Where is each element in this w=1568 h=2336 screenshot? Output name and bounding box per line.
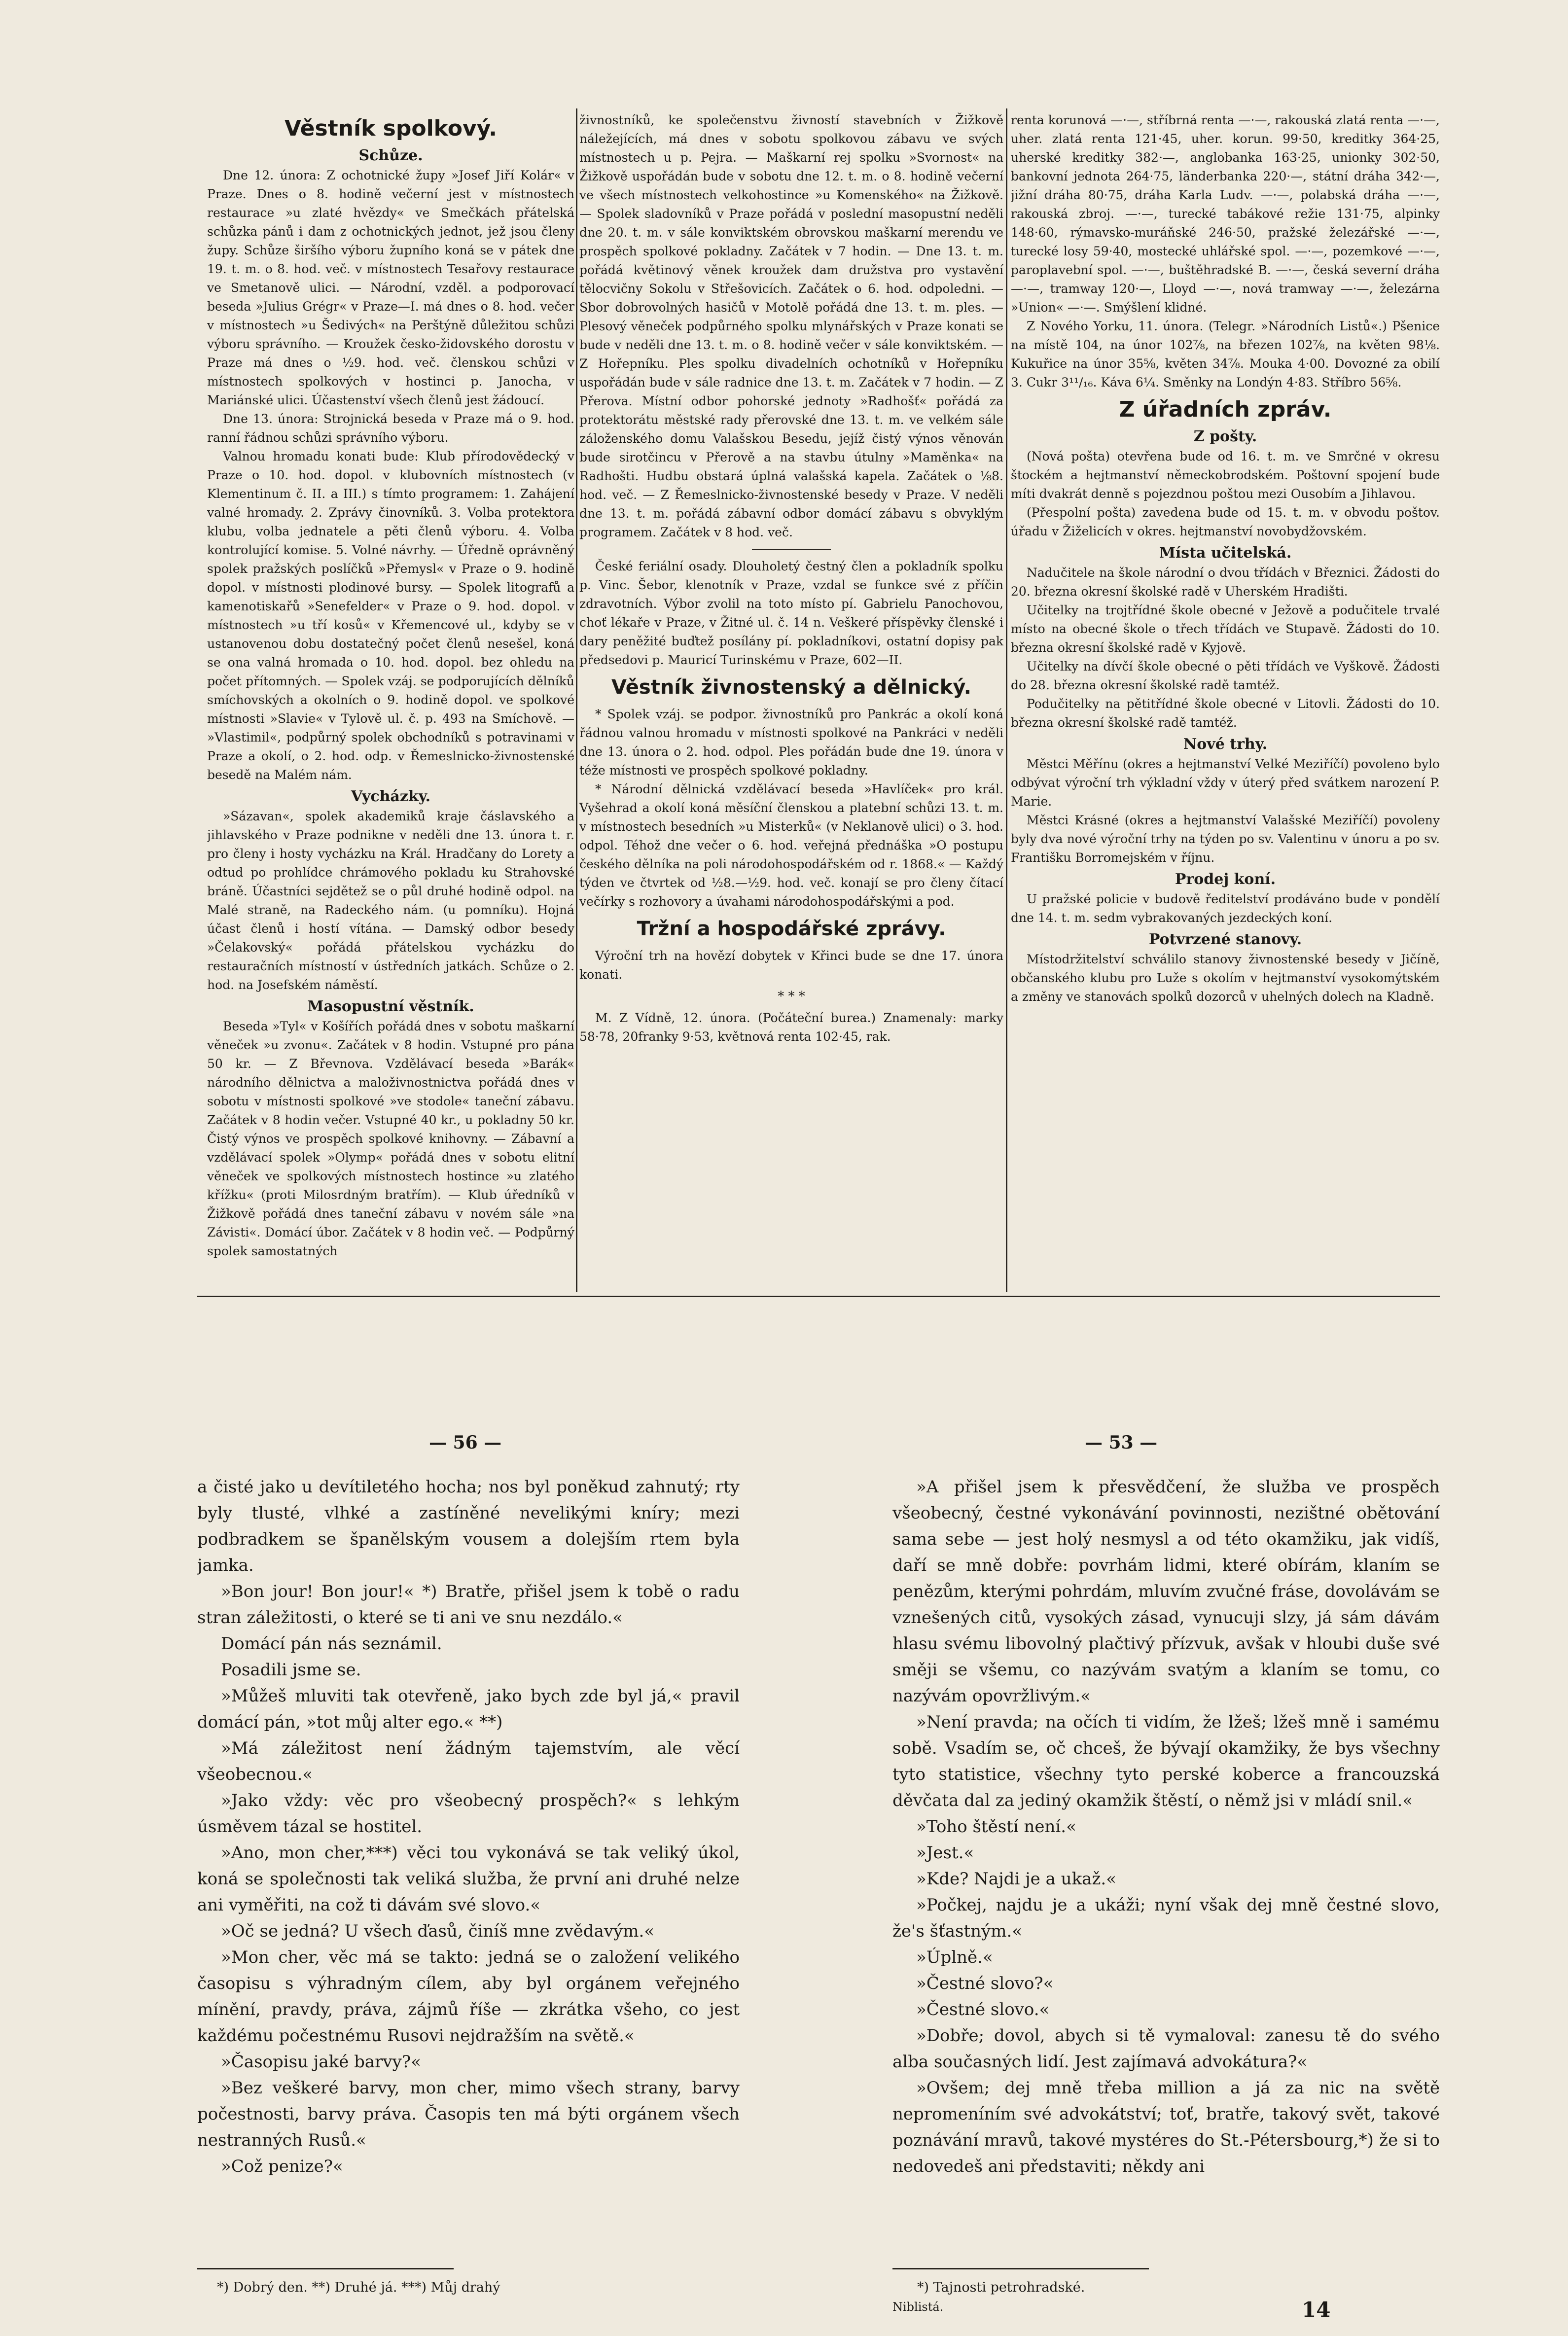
paragraph: »Toho štěstí není.«: [916, 1817, 1076, 1837]
footnote-rule: [892, 2268, 1149, 2269]
folio-number: 14: [1302, 2298, 1331, 2322]
paragraph: Z Nového Yorku, 11. února. (Telegr. »Národních Listů«.) Pšenice na místě 104, na únor 102⅞, na březen 102⅞, na květen 98⅛. Kukuřice na únor 35⅝, květen 34⅞. Mouka 4·00. Dovozné za obilí 3. Cukr 3¹¹/₁₆. Káva 6¼. Směnky na Londýn 4·83. Stříbro 56⅝.: [1011, 319, 1440, 389]
paragraph: »Počkej, najdu je a ukáži; nyní však dej mně čestné slovo, že's šťastným.«: [892, 1895, 1440, 1941]
subheading: Schůze.: [358, 147, 423, 164]
section-heading: Věstník živnostenský a dělnický.: [611, 676, 971, 699]
footnote-right: *) Tajnosti petrohradské.: [917, 2280, 1085, 2295]
subheading: Potvrzené stanovy.: [1148, 931, 1302, 948]
paragraph: Dne 13. února: Strojnická beseda v Praze má o 9. hod. ranní řádnou schůzi správního výboru.: [207, 412, 574, 445]
paragraph: Domácí pán nás seznámil.: [221, 1634, 442, 1654]
paragraph: Učitelky na trojtřídné škole obecné v Ježově a podučitele trvalé místo na obecné škole o třech třídách ve Stupavě. Žádosti do 10. března okresní školské radě v Kyjově.: [1011, 603, 1440, 655]
paragraph: »Úplně.«: [916, 1947, 993, 1967]
paragraph: »Mon cher, věc má se takto: jedná se o založení velikého časopisu s výhradným cílem, aby byl orgánem veřejného mínění, pravdy, práva, zájmů říše — zkrátka všeho, co jest každému počestnému Rusovi nejdražším na světě.«: [197, 1947, 740, 2046]
paragraph: »Kde? Najdi je a ukaž.«: [916, 1869, 1116, 1889]
subheading: Masopustní věstník.: [307, 998, 474, 1015]
paragraph: Městci Krásné (okres a hejtmanství Valašské Meziříčí) povoleny byly dva nové výroční trhy na týden po sv. Valentinu v únoru a po sv. Františku Borromejském v říjnu.: [1011, 813, 1440, 865]
paragraph: »Sázavan«, spolek akademiků kraje čáslavského a jihlavského v Praze podnikne v neděli dne 13. února t. r. pro členy i hosty vycházku na Král. Hradčany do Lorety a odtud po prohlídce chrámového pokladu ku Strahovské bráně. Účastníci sejdětež se o půl druhé hodině odpol. na Malé straně, na Radeckého nám. (u pomníku). Hojná účast členů i hostí vítána. — Damský odbor besedy »Čelakovský« pořádá přátelskou vycházku do restauračních místností v ústředních jatkách. Schůze o 2. hod. na Josefském náměstí.: [207, 809, 574, 992]
paragraph: živnostníků, ke společenstvu živností stavebních v Žižkově náležejících, má dnes v sobotu spolkovou zábavu ve svých místnostech u p. Pejra. — Maškarní rej spolku »Svornost« na Žižkově uspořádán bude v sobotu dne 12. t. m. o 8. hodině večerní ve všech místnostech velkohostince »u Komenského« na Žižkově. — Spolek sladovníků v Praze pořádá v poslední masopustní neděli dne 20. t. m. v sále konviktském obrovskou maškarní merendu ve prospěch spolkové pokladny. Začátek v 7 hodin. — Dne 13. t. m. pořádá květinový věnek kroužek dam družstva pro vystavění tělocvičny Sokolu v Střešovicích. Začátek o 6. hod. odpoledni. — Sbor dobrovolných hasičů v Motolě pořádá dne 13. t. m. ples. — Plesový věneček podpůrného spolku mlynářských v Praze konati se bude v neděli dne 13. t. m. o 8. hodině večer v sále konviktském. — Z Hořepníku. Ples spolku divadelních ochotníků v Hořepníku uspořádán bude v sále radnice dne 13. t. m. Začátek v 7 hodin. — Z Přerova. Místní odbor pohorské jednoty »Radhošť« pořádá za protektorátu městské rady přerovské dne 13. t. m. ve velkém sále záloženského domu Valašskou Besedu, jejíž čistý výnos věnován bude sirotčincu v Přerově a na stavbu útulny »Maměnka« na Radhošti. Hudbu obstará úplná valašská kapela. Začátek o ⅛8. hod. več. — Z Řemeslnicko-živnostenské besedy v Praze. V neděli dne 13. t. m. pořádá zábavní odbor domácí zábavu s obvyklým programem. Začátek v 8 hod. več.: [579, 113, 1003, 539]
column-spolkovy: [207, 111, 574, 1289]
paragraph: (Nová pošta) otevřena bude od 16. t. m. ve Smrčné v okresu štockém a hejtmanství německobrodském. Poštovní spojení bude míti dvakrát denně s pojezdnou poštou mezi Ousobím a Jihlavou.: [1011, 449, 1440, 501]
paragraph: »Jest.«: [916, 1843, 974, 1863]
paragraph: »Není pravda; na očích ti vidím, že lžeš; lžeš mně i samému sobě. Vsadím se, oč chceš, že bývají okamžiky, že bys všechny tyto statistice, všechny tyto perské koberce a francouzská děvčata dal za jediný okamžik štěstí, o němž jsi v mládí snil.«: [892, 1712, 1440, 1810]
paragraph: Beseda »Tyl« v Košířích pořádá dnes v sobotu maškarní věneček »u zvonu«. Začátek v 8 hodin. Vstupné pro pána 50 kr. — Z Břevnova. Vzdělávací beseda »Barák« národního dělnictva a maloživnostnictva pořádá dnes v sobotu v místnosti spolkové »ve stodole« taneční zábavu. Začátek v 8 hodin večer. Vstupné 40 kr., u pokladny 50 kr. Čistý výnos ve prospěch spolkové knihovny. — Zábavní a vzdělávací spolek »Olymp« pořádá dnes v sobotu elitní věneček ve spolkových místnostech hostince »u zlatého křížku« (proti Milosrdným bratřím). — Klub úředníků v Žižkově pořádá dnes taneční zábavu v novém sále »na Závisti«. Domácí úbor. Začátek v 8 hodin več. — Podpůrný spolek samostatných: [207, 1019, 574, 1258]
subheading: Prodej koní.: [1175, 871, 1276, 888]
paragraph: »Můžeš mluviti tak otevřeně, jako bych zde byl já,« pravil domácí pán, »tot můj alter ego.« **): [197, 1686, 740, 1732]
paragraph: »Což penize?«: [221, 2157, 343, 2176]
paragraph: Nadučitele na škole národní o dvou třídách v Březnici. Žádosti do 20. března okresní školské radě v Uherském Hradišti.: [1011, 566, 1440, 599]
paragraph: »Bez veškeré barvy, mon cher, mimo všech strany, barvy počestnosti, barvy práva. Časopis ten má býti orgánem všech nestranných Rusů.«: [197, 2078, 740, 2150]
paragraph: M. Z Vídně, 12. února. (Počáteční burea.) Znamenaly: marky 58·78, 20franky 9·53, květnová renta 102·45, rak.: [579, 1011, 1003, 1044]
separator-stars: * * *: [778, 989, 805, 1004]
section-heading: Tržní a hospodářské zprávy.: [637, 918, 946, 940]
paragraph: »Čestné slovo?«: [916, 1974, 1054, 1993]
paragraph: U pražské policie v budově ředitelství prodáváno bude v pondělí dne 14. t. m. sedm vybrakovaných jezdeckých koní.: [1011, 892, 1440, 925]
subheading: Nové trhy.: [1183, 736, 1268, 753]
page-number-left: — 56 —: [429, 1432, 502, 1453]
column-right: [1011, 111, 1440, 1289]
divider: [752, 549, 831, 550]
section-heading: Věstník spolkový.: [284, 116, 498, 141]
subheading: Z pošty.: [1193, 428, 1257, 445]
section-heading: Z úřadních zpráv.: [1119, 397, 1332, 422]
printer-signature: Niblistá.: [892, 2300, 944, 2314]
paragraph: »Ano, mon cher,***) věci tou vykonává se tak veliký úkol, koná se společnosti tak veliká služba, že první ani druhé nelze ani vyměřiti, na což ti dávám své slovo.«: [197, 1843, 740, 1915]
paragraph: »Časopisu jaké barvy?«: [221, 2052, 421, 2072]
paragraph: »Dobře; dovol, abych si tě vymaloval: zanesu tě do svého alba současných lidí. Jest zajímavá advokátura?«: [892, 2026, 1440, 2072]
serial-right-page: [892, 1474, 1440, 2258]
footnote-left: *) Dobrý den. **) Druhé já. ***) Můj drahý: [217, 2280, 500, 2295]
paragraph: Posadili jsme se.: [221, 1660, 361, 1680]
column-rule: [1006, 108, 1007, 1292]
paragraph: Podučitelky na pětitřídné škole obecné v Litovli. Žádosti do 10. března okresní školské radě tamtéž.: [1011, 697, 1440, 730]
paragraph: Místodržitelství schválilo stanovy živnostenské besedy v Jičíně, občanského klubu pro Luže s okolím v hejtmanství vysokomýtském a změny ve stanovách spolků dozorců v uhelných dolech na Kladně.: [1011, 952, 1440, 1004]
paragraph: Městci Měřínu (okres a hejtmanství Velké Meziříčí) povoleno bylo odbývat výroční trh výkladní vždy v úterý před svátkem narození P. Marie.: [1011, 757, 1440, 809]
paragraph: »Bon jour! Bon jour!« *) Bratře, přišel jsem k tobě o radu stran záležitosti, o které se ti ani ve snu nezdálo.«: [197, 1582, 740, 1628]
paragraph: a čisté jako u devítiletého hocha; nos byl poněkud zahnutý; rty byly tlusté, vlhké a zastíněné nevelikými kníry; mezi podbradkem se španělským vousem a dolejším rtem byla jamka.: [197, 1477, 740, 1575]
paragraph: * Spolek vzáj. se podpor. živnostníků pro Pankrác a okolí koná řádnou valnou hromadu v místnosti spolkové na Pankráci v neděli dne 13. února o 2. hod. odpol. Ples pořádán bude dne 19. února v téže místnosti ve prospěch spolkové pokladny.: [579, 707, 1003, 778]
section-rule: [197, 1296, 1440, 1297]
subheading: Vycházky.: [351, 788, 431, 805]
paragraph: »Má záležitost není žádným tajemstvím, ale věcí všeobecnou.«: [197, 1738, 740, 1784]
paragraph: »A přišel jsem k přesvědčení, že služba ve prospěch všeobecný, čestné vykonávání povinnosti, nezištné obětování sama sebe — jest holý nesmysl a od této okamžiku, jak vidíš, daří se mně dobře: povrhám lidmi, které obírám, klaním se penězům, kterými pohrdám, mluvím zvučné fráse, dovolávám se vznešených citů, vysokých zásad, vynucuji slzy, já sám dávám hlasu svému libovolný plačtivý přízvuk, avšak v hloubi duše své směji se všemu, co nazývám svatým a klaním se tomu, co nazývám opovržlivým.«: [892, 1477, 1440, 1706]
paragraph: Výroční trh na hovězí dobytek v Křinci bude se dne 17. února konati.: [579, 949, 1003, 982]
paragraph: Valnou hromadu konati bude: Klub přírodovědecký v Praze o 10. hod. dopol. v klubovních místnostech (v Klementinum č. II. a III.) s tímto programem: 1. Zahájení valné hromady. 2. Zprávy činovníků. 3. Volba protektora klubu, volba jednatele a pěti členů výboru. 4. Volba kontrolující komise. 5. Volné návrhy. — Úředně oprávněný spolek pražských poslíčků »Přemysl« v Praze o 9. hodině dopol. v místnosti plodinové bursy. — Spolek litografů a kamenotiskařů »Senefelder« v Praze o 9. hod. dopol. v místnostech »u tří kosů« v Křemencové ul., kdyby se v ustanovenou dobu dostatečný počet členů nesešel, koná se ona valná hromada o 10. hod. dopol. bez ohledu na počet přítomných. — Spolek vzáj. se podporujících dělníků smíchovských a okolních o 9. hodině dopol. ve spolkové místnosti »Slavie« v Tylově ul. č. p. 493 na Smíchově. — »Vlastimil«, podpůrný spolek obchodníků s potravinami v Praze a okolí, o 2. hod. odp. v Řemeslnicko-živnostenské besedě na Malém nám.: [207, 449, 574, 782]
paragraph: »Čestné slovo.«: [916, 2000, 1050, 2019]
page-number-right: — 53 —: [1085, 1432, 1158, 1453]
paragraph: renta korunová —·—, stříbrná renta —·—, rakouská zlatá renta —·—, uher. zlatá renta 121·45, uher. korun. 99·50, kreditky 364·25, uherské kreditky 382·—, anglobanka 163·25, unionky 302·50, bankovní jednota 264·75, länderbanka 220·—, státní dráha 342·—, jižní dráha 80·75, dráha Karla Ludv. —·—, polabská dráha —·—, rakouská zbroj. —·—, turecké tabákové režie 131·75, alpinky 148·60, rýmavsko-muráňské 246·50, pražské železářské —·—, turecké losy 59·40, mostecké uhlářské spol. —·—, pozemkové —·—, paroplavební spol. —·—, buštěhradské B. —·—, česká severní dráha —·—, tramway 120·—, Lloyd —·—, nová tramway —·—, železárna »Union« —·—. Smýšlení klidné.: [1011, 113, 1440, 315]
paragraph: »Jako vždy: věc pro všeobecný prospěch?« s lehkým úsměvem tázal se hostitel.: [197, 1791, 740, 1837]
subheading: Místa učitelská.: [1159, 544, 1292, 562]
paragraph: Dne 12. února: Z ochotnické župy »Josef Jiří Kolár« v Praze. Dnes o 8. hodině večerní jest v místnostech restaurace »u zlaté hvězdy« ve Smečkách přátelská schůzka pánů i dam z ochotnických jednot, jež jsou členy župy. Schůze širšího výboru župního koná se v pátek dne 19. t. m. o 8. hod. več. v místnostech Tesařovy restaurace ve Smetanově ulici. — Národní, vzděl. a podporovací beseda »Julius Grégr« v Praze—I. má dnes o 8. hod. večer v místnostech »u Šedivých« na Perštýně důležitou schůzi výboru správního. — Kroužek česko-židovského dorostu v Praze má dnes o ½9. hod. več. členskou schůzi v místnostech spolkových v hostinci p. Janocha, v Mariánské ulici. Účastenství všech členů jest žádoucí.: [207, 168, 574, 407]
paragraph: Učitelky na dívčí škole obecné o pěti třídách ve Vyškově. Žádosti do 28. března okresní školské radě tamtéž.: [1011, 659, 1440, 692]
paragraph: * Národní dělnická vzdělávací beseda »Havlíček« pro král. Vyšehrad a okolí koná měsíční členskou a platební schůzi 13. t. m. v místnostech besedních »u Misterků« (v Neklanově ulici) o 3. hod. odpol. Téhož dne večer o 6. hod. veřejná přednáška »O postupu českého dělníka na poli národohospodářském od r. 1868.« — Každý týden ve čtvrtek od ½8.—½9. hod. več. konají se pro členy čítací večírky s rozhovory a úvahami národohospodářskými a pod.: [579, 782, 1003, 909]
paragraph: České feriální osady. Dlouholetý čestný člen a pokladník spolku p. Vinc. Šebor, klenotník v Praze, vzdal se funkce své z příčin zdravotních. Výbor zvolil na toto místo pí. Gabrielu Panochovou, choť lékaře v Praze, v Žitné ul. č. 14 n. Veškeré příspěvky členské i dary peněžité buďtež posílány pí. pokladníkovi, ostatní dopisy pak předsedovi p. Mauricí Turinskému v Praze, 602—II.: [579, 559, 1003, 667]
column-middle: [579, 111, 1003, 1289]
column-rule: [576, 108, 577, 1292]
paragraph: »Oč se jedná? U všech ďasů, činíš mne zvědavým.«: [221, 1921, 655, 1941]
paragraph: »Ovšem; dej mně třeba million a já za nic na světě nepromeníním své advokátství; toť, bratře, takový svět, takové poznávání mravů, takové mystéres do St.-Pétersbourg,*) že si to nedovedeš ani představiti; někdy ani: [892, 2078, 1440, 2176]
paragraph: (Přespolní pošta) zavedena bude od 15. t. m. v obvodu poštov. úřadu v Žiželicích v okres. hejtmanství novobydžovském.: [1011, 505, 1440, 538]
footnote-rule: [197, 2268, 454, 2269]
serial-left-page: [197, 1474, 740, 2258]
